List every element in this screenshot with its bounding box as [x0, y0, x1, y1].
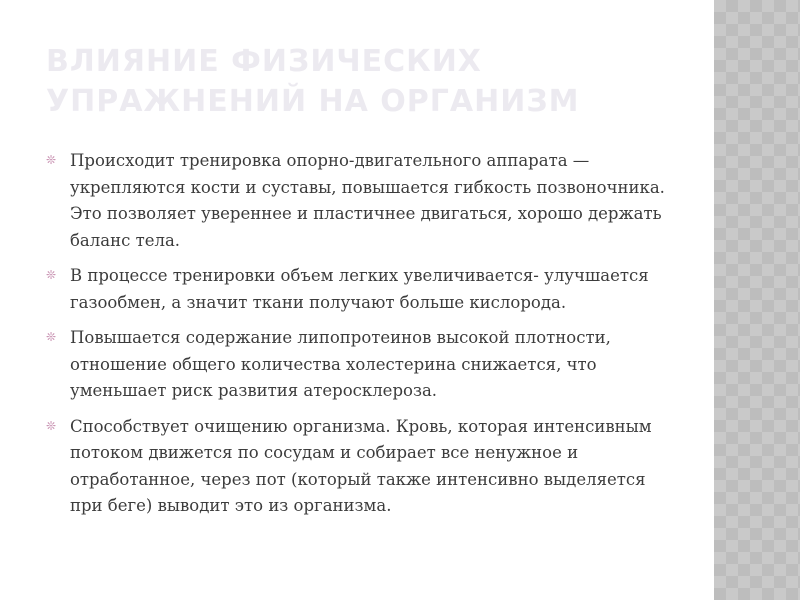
bullet-text: Повышается содержание липопротеинов высокой плотности, отношение общего количества холестерина снижается, что уменьшает риск развития атеросклероза.: [70, 328, 611, 400]
bullet-text: Происходит тренировка опорно-двигательного аппарата — укрепляются кости и суставы, повышается гибкость позвоночника. Это позволяет увереннее и пластичнее двигаться, хорошо держать баланс тела.: [70, 151, 665, 250]
flower-bullet-icon: ❊: [46, 153, 57, 167]
bullet-text: В процессе тренировки объем легких увеличивается- улучшается газообмен, а значит ткани получают больше кислорода.: [70, 266, 649, 312]
flower-bullet-icon: ❊: [46, 330, 57, 344]
slide-title: ВЛИЯНИЕ ФИЗИЧЕСКИХ УПРАЖНЕНИЙ НА ОРГАНИЗМ: [46, 44, 580, 119]
bullet-item: [46, 325, 671, 405]
decorative-side-pattern: [714, 0, 800, 600]
bullet-text: Способствует очищению организма. Кровь, которая интенсивным потоком движется по сосудам и собирает все ненужное и отработанное, через пот (который также интенсивно выделяется при беге) выводит это из организма.: [70, 416, 652, 515]
flower-bullet-icon: ❊: [46, 268, 57, 282]
bullet-item: [46, 414, 671, 520]
bullet-list: [46, 148, 671, 529]
flower-bullet-icon: ❊: [46, 418, 57, 433]
bullet-item: [46, 148, 671, 254]
bullet-item: [46, 263, 671, 316]
